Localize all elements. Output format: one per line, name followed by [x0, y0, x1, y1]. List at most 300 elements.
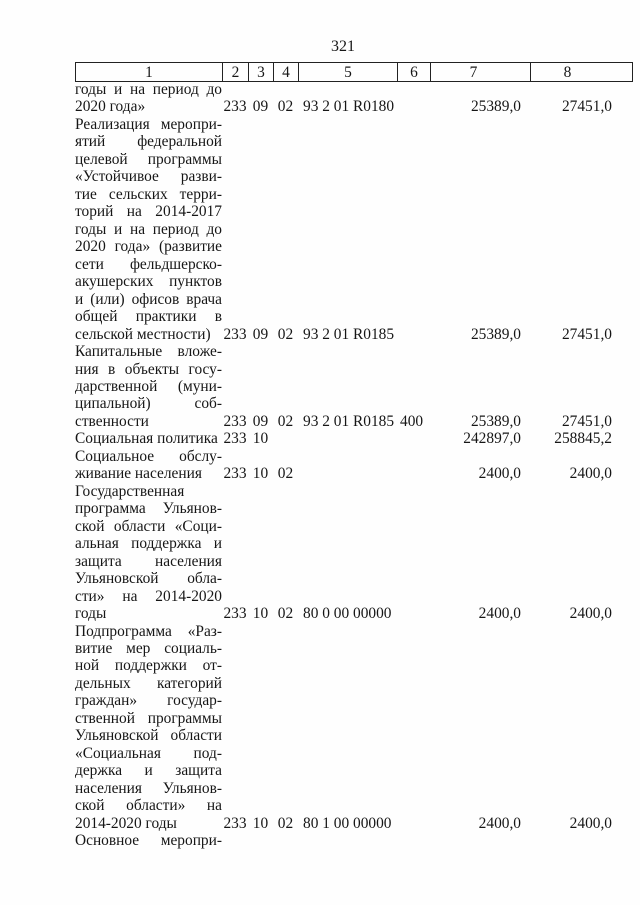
- empty-cell: [248, 483, 273, 500]
- table-line: [75, 570, 632, 587]
- empty-cell: [273, 186, 298, 203]
- empty-cell: [248, 570, 273, 587]
- ministry-code-cell: 233: [223, 605, 247, 623]
- empty-cell: [248, 238, 273, 255]
- column-number-header: 1: [76, 63, 223, 82]
- empty-cell: [430, 832, 530, 849]
- row-name-text: витие мер социаль-: [75, 640, 222, 657]
- empty-cell: [222, 692, 248, 709]
- row-name-text: защита населения: [75, 552, 222, 570]
- empty-cell: [222, 553, 248, 570]
- row-name-text: Социальная политика: [75, 430, 218, 448]
- empty-cell: [248, 81, 273, 98]
- empty-cell: [273, 588, 298, 605]
- empty-cell: [248, 361, 273, 378]
- empty-cell: [222, 238, 248, 255]
- empty-cell: [248, 553, 273, 570]
- empty-cell: [530, 483, 632, 500]
- empty-cell: [222, 500, 248, 517]
- empty-cell: [273, 378, 298, 395]
- empty-cell: [430, 395, 530, 412]
- empty-cell: [248, 745, 273, 762]
- empty-cell: [222, 256, 248, 273]
- empty-cell: [298, 291, 397, 308]
- target-article-code-cell: 93 2 01 R0185: [303, 412, 395, 430]
- empty-cell: [530, 448, 632, 465]
- empty-cell: [397, 623, 430, 640]
- empty-cell: [298, 657, 397, 674]
- empty-cell: [222, 710, 248, 727]
- empty-cell: [530, 675, 632, 692]
- empty-cell: [222, 291, 248, 308]
- empty-cell: [430, 81, 530, 98]
- empty-cell: [298, 430, 397, 447]
- empty-cell: [222, 797, 248, 814]
- empty-cell: [273, 238, 298, 255]
- empty-cell: [397, 710, 430, 727]
- table-line: [75, 116, 632, 133]
- empty-cell: [273, 500, 298, 517]
- empty-cell: [530, 710, 632, 727]
- empty-cell: [397, 832, 430, 849]
- table-line: [75, 98, 632, 115]
- empty-cell: [430, 745, 530, 762]
- row-name-text: ственности: [75, 412, 149, 430]
- empty-cell: [222, 395, 248, 412]
- empty-cell: [397, 221, 430, 238]
- amount-cell: 2400,0: [478, 465, 521, 483]
- empty-cell: [397, 570, 430, 587]
- empty-cell: [530, 238, 632, 255]
- empty-cell: [273, 151, 298, 168]
- empty-cell: [430, 186, 530, 203]
- subsection-code-cell: 02: [277, 325, 294, 343]
- empty-cell: [273, 133, 298, 150]
- empty-cell: [430, 553, 530, 570]
- empty-cell: [430, 535, 530, 552]
- empty-cell: [430, 570, 530, 587]
- amount-cell: 2400,0: [569, 605, 612, 623]
- row-name-text: живание населения: [75, 465, 202, 483]
- empty-cell: [273, 745, 298, 762]
- subsection-code-cell: 02: [277, 605, 294, 623]
- empty-cell: [530, 256, 632, 273]
- empty-cell: [430, 256, 530, 273]
- empty-cell: [248, 588, 273, 605]
- empty-cell: [430, 291, 530, 308]
- row-name-text: Реализация меропри-: [75, 115, 222, 133]
- amount-cell: 2400,0: [569, 814, 612, 832]
- empty-cell: [298, 745, 397, 762]
- table-line: [75, 378, 632, 395]
- table-line: [75, 535, 632, 552]
- empty-cell: [530, 588, 632, 605]
- empty-cell: [530, 692, 632, 709]
- table-line: [75, 186, 632, 203]
- table-line: [75, 745, 632, 762]
- empty-cell: [298, 256, 397, 273]
- empty-cell: [530, 133, 632, 150]
- row-name-text: Государственная: [75, 482, 185, 500]
- empty-cell: [273, 116, 298, 133]
- empty-cell: [298, 692, 397, 709]
- empty-cell: [298, 186, 397, 203]
- empty-cell: [248, 203, 273, 220]
- empty-cell: [298, 553, 397, 570]
- amount-cell: 27451,0: [561, 412, 612, 430]
- target-article-code-cell: 93 2 01 R0185: [303, 325, 395, 343]
- table-header-row: [75, 62, 633, 82]
- empty-cell: [298, 465, 397, 482]
- column-number-header: 6: [398, 63, 431, 82]
- empty-cell: [273, 710, 298, 727]
- empty-cell: [430, 308, 530, 325]
- empty-cell: [430, 727, 530, 744]
- empty-cell: [248, 273, 273, 290]
- empty-cell: [273, 553, 298, 570]
- section-code-cell: 10: [252, 814, 269, 832]
- row-name-text: и (или) офисов врача: [75, 290, 222, 308]
- row-name-text: держка и защита: [75, 762, 222, 780]
- empty-cell: [248, 186, 273, 203]
- empty-cell: [273, 221, 298, 238]
- empty-cell: [273, 361, 298, 378]
- empty-cell: [298, 395, 397, 412]
- empty-cell: [430, 483, 530, 500]
- empty-cell: [298, 81, 397, 98]
- subsection-code-cell: 02: [277, 465, 294, 483]
- empty-cell: [273, 692, 298, 709]
- subsection-code-cell: 02: [277, 98, 294, 116]
- empty-cell: [273, 797, 298, 814]
- empty-cell: [222, 133, 248, 150]
- row-name-text: ятий федеральной: [75, 133, 222, 151]
- empty-cell: [222, 308, 248, 325]
- table-line: [75, 151, 632, 168]
- empty-cell: [222, 378, 248, 395]
- row-name-text: дарственной (муни-: [75, 377, 222, 395]
- empty-cell: [530, 221, 632, 238]
- empty-cell: [222, 832, 248, 849]
- empty-cell: [530, 500, 632, 517]
- amount-cell: 2400,0: [478, 814, 521, 832]
- empty-cell: [397, 675, 430, 692]
- empty-cell: [222, 203, 248, 220]
- empty-cell: [430, 343, 530, 360]
- empty-cell: [222, 727, 248, 744]
- row-name-text: Ульяновской области: [75, 727, 222, 745]
- column-number-header: 7: [431, 63, 531, 82]
- empty-cell: [430, 116, 530, 133]
- empty-cell: [397, 395, 430, 412]
- table-line: [75, 221, 632, 238]
- empty-cell: [248, 710, 273, 727]
- empty-cell: [298, 308, 397, 325]
- empty-cell: [248, 762, 273, 779]
- row-name-text: «Социальная под-: [75, 744, 222, 762]
- empty-cell: [273, 256, 298, 273]
- amount-cell: 242897,0: [463, 430, 521, 448]
- empty-cell: [298, 588, 397, 605]
- empty-cell: [222, 657, 248, 674]
- empty-cell: [222, 448, 248, 465]
- empty-cell: [248, 343, 273, 360]
- table-line: [75, 832, 632, 849]
- row-name-text: ской области «Соци-: [75, 517, 222, 535]
- empty-cell: [397, 326, 430, 343]
- empty-cell: [222, 186, 248, 203]
- empty-cell: [530, 273, 632, 290]
- empty-cell: [430, 762, 530, 779]
- empty-cell: [397, 256, 430, 273]
- empty-cell: [273, 343, 298, 360]
- amount-cell: 2400,0: [478, 605, 521, 623]
- table-line: [75, 762, 632, 779]
- table-line: [75, 448, 632, 465]
- ministry-code-cell: 233: [223, 412, 247, 430]
- empty-cell: [397, 745, 430, 762]
- empty-cell: [273, 273, 298, 290]
- empty-cell: [273, 430, 298, 447]
- empty-cell: [248, 780, 273, 797]
- row-name-text: ципальной) соб-: [75, 395, 222, 413]
- row-name-text: ной поддержки от-: [75, 657, 222, 675]
- empty-cell: [222, 81, 248, 98]
- empty-cell: [298, 221, 397, 238]
- table-line: [75, 780, 632, 797]
- empty-cell: [298, 780, 397, 797]
- empty-cell: [248, 448, 273, 465]
- row-name-text: Капитальные вложе-: [75, 343, 222, 361]
- table-line: [75, 483, 632, 500]
- empty-cell: [298, 483, 397, 500]
- empty-cell: [430, 797, 530, 814]
- table-line: [75, 465, 632, 482]
- expense-type-code-cell: 400: [400, 412, 424, 430]
- empty-cell: [298, 727, 397, 744]
- table-line: [75, 395, 632, 412]
- empty-cell: [273, 518, 298, 535]
- empty-cell: [273, 168, 298, 185]
- empty-cell: [248, 116, 273, 133]
- row-name-text: программа Ульянов-: [75, 500, 222, 518]
- empty-cell: [298, 238, 397, 255]
- empty-cell: [273, 640, 298, 657]
- empty-cell: [248, 797, 273, 814]
- row-name-text: торий на 2014-2017: [75, 203, 222, 221]
- empty-cell: [273, 675, 298, 692]
- ministry-code-cell: 233: [223, 98, 247, 116]
- empty-cell: [248, 133, 273, 150]
- empty-cell: [298, 116, 397, 133]
- row-name-text: «Устойчивое разви-: [75, 168, 222, 186]
- empty-cell: [248, 500, 273, 517]
- empty-cell: [530, 727, 632, 744]
- empty-cell: [430, 238, 530, 255]
- empty-cell: [397, 727, 430, 744]
- empty-cell: [298, 640, 397, 657]
- row-name-text: 2014-2020 годы: [75, 814, 177, 832]
- empty-cell: [530, 762, 632, 779]
- empty-cell: [530, 203, 632, 220]
- ministry-code-cell: 233: [223, 325, 247, 343]
- empty-cell: [397, 762, 430, 779]
- empty-cell: [397, 518, 430, 535]
- empty-cell: [298, 500, 397, 517]
- table-line: [75, 640, 632, 657]
- table-line: [75, 675, 632, 692]
- empty-cell: [397, 640, 430, 657]
- column-number-header: 5: [299, 63, 398, 82]
- table-line: [75, 657, 632, 674]
- row-name-text: Социальное обслу-: [75, 447, 222, 465]
- empty-cell: [430, 588, 530, 605]
- empty-cell: [397, 465, 430, 482]
- empty-cell: [298, 535, 397, 552]
- empty-cell: [397, 361, 430, 378]
- empty-cell: [222, 361, 248, 378]
- empty-cell: [530, 343, 632, 360]
- subsection-code-cell: 02: [277, 814, 294, 832]
- empty-cell: [273, 448, 298, 465]
- empty-cell: [222, 151, 248, 168]
- empty-cell: [222, 762, 248, 779]
- empty-cell: [397, 98, 430, 115]
- table-line: [75, 326, 632, 343]
- empty-cell: [298, 133, 397, 150]
- row-name-text: альная поддержка и: [75, 535, 222, 553]
- empty-cell: [530, 151, 632, 168]
- empty-cell: [397, 692, 430, 709]
- table-line: [75, 553, 632, 570]
- empty-cell: [430, 657, 530, 674]
- empty-cell: [222, 273, 248, 290]
- row-name-text: целевой программы: [75, 150, 222, 168]
- amount-cell: 258845,2: [554, 430, 612, 448]
- section-code-cell: 09: [252, 98, 269, 116]
- ministry-code-cell: 233: [223, 430, 247, 448]
- empty-cell: [298, 570, 397, 587]
- empty-cell: [298, 448, 397, 465]
- table-line: [75, 308, 632, 325]
- empty-cell: [397, 203, 430, 220]
- empty-cell: [397, 378, 430, 395]
- table-line: [75, 605, 632, 622]
- empty-cell: [248, 727, 273, 744]
- empty-cell: [397, 81, 430, 98]
- empty-cell: [530, 518, 632, 535]
- empty-cell: [530, 116, 632, 133]
- column-number-header: 3: [249, 63, 274, 82]
- column-number-header: 4: [274, 63, 299, 82]
- target-article-code-cell: 80 0 00 00000: [303, 605, 392, 623]
- empty-cell: [248, 395, 273, 412]
- empty-cell: [248, 832, 273, 849]
- row-name-text: годы и на период до: [75, 220, 222, 238]
- empty-cell: [298, 168, 397, 185]
- empty-cell: [430, 780, 530, 797]
- empty-cell: [248, 518, 273, 535]
- empty-cell: [273, 203, 298, 220]
- empty-cell: [530, 535, 632, 552]
- table-line: [75, 797, 632, 814]
- empty-cell: [298, 518, 397, 535]
- empty-cell: [273, 535, 298, 552]
- empty-cell: [530, 308, 632, 325]
- empty-cell: [430, 500, 530, 517]
- empty-cell: [298, 378, 397, 395]
- empty-cell: [298, 623, 397, 640]
- empty-cell: [430, 133, 530, 150]
- empty-cell: [430, 151, 530, 168]
- empty-cell: [273, 291, 298, 308]
- column-number-header: 2: [223, 63, 249, 82]
- empty-cell: [397, 291, 430, 308]
- empty-cell: [298, 203, 397, 220]
- empty-cell: [530, 361, 632, 378]
- empty-cell: [248, 640, 273, 657]
- empty-cell: [298, 762, 397, 779]
- empty-cell: [430, 273, 530, 290]
- row-name-text: тие сельских терри-: [75, 185, 222, 203]
- empty-cell: [222, 518, 248, 535]
- empty-cell: [248, 692, 273, 709]
- subsection-code-cell: 02: [277, 412, 294, 430]
- empty-cell: [430, 623, 530, 640]
- table-line: [75, 430, 632, 447]
- empty-cell: [397, 448, 430, 465]
- empty-cell: [248, 256, 273, 273]
- empty-cell: [430, 221, 530, 238]
- empty-cell: [397, 553, 430, 570]
- empty-cell: [397, 483, 430, 500]
- row-name-text: годы и на период до: [75, 81, 222, 98]
- section-code-cell: 10: [252, 605, 269, 623]
- empty-cell: [397, 500, 430, 517]
- empty-cell: [222, 483, 248, 500]
- table-line: [75, 710, 632, 727]
- empty-cell: [273, 570, 298, 587]
- table-body: [75, 81, 632, 850]
- table-line: [75, 623, 632, 640]
- amount-cell: 27451,0: [561, 98, 612, 116]
- empty-cell: [397, 168, 430, 185]
- empty-cell: [273, 308, 298, 325]
- empty-cell: [530, 291, 632, 308]
- empty-cell: [222, 780, 248, 797]
- empty-cell: [530, 623, 632, 640]
- empty-cell: [530, 553, 632, 570]
- section-code-cell: 09: [252, 412, 269, 430]
- empty-cell: [248, 535, 273, 552]
- table-line: [75, 291, 632, 308]
- row-name-text: населения Ульянов-: [75, 779, 222, 797]
- empty-cell: [248, 675, 273, 692]
- empty-cell: [430, 518, 530, 535]
- empty-cell: [397, 116, 430, 133]
- table-line: [75, 518, 632, 535]
- table-line: [75, 692, 632, 709]
- empty-cell: [530, 81, 632, 98]
- empty-cell: [397, 797, 430, 814]
- empty-cell: [298, 361, 397, 378]
- row-name-text: ния в объекты госу-: [75, 360, 222, 378]
- table-line: [75, 500, 632, 517]
- empty-cell: [222, 570, 248, 587]
- row-name-text: 2020 года»: [75, 98, 146, 116]
- row-name-text: 2020 года» (развитие: [75, 238, 222, 256]
- empty-cell: [530, 797, 632, 814]
